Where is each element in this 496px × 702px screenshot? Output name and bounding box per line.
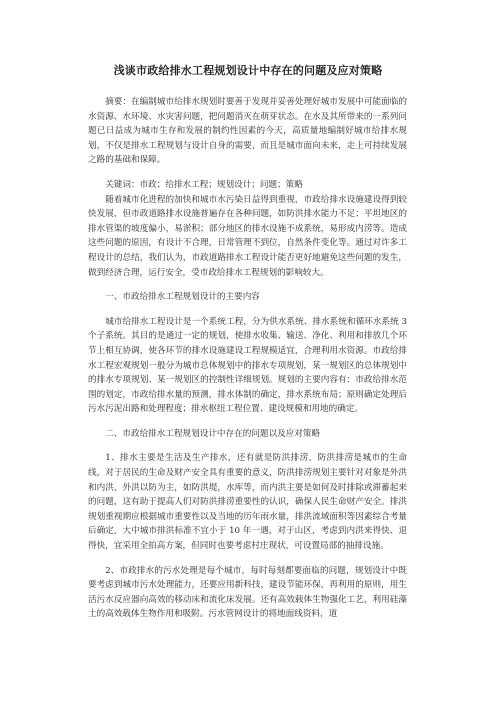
- spacer: [88, 168, 407, 178]
- section-2-heading: 二、市政给排水工程规划设计中存在的问题以及应对策略: [105, 428, 321, 439]
- intro-paragraph: 随着城市化进程的加快和城市水污染日益得到重视，市政给排水设施建设得到较快发展，但市政道路排水设施普遍存在各种问题，如防洪排水能力不足；平坦地区的排水管渠的坡度偏小，易淤积；部分地区的排水设施不成系统，易形成内涝等。造成这些问题的原因，有设计不合理，日常管理不到位，自然条件变化等。通过对许多工程设计的总结，我们认为，市政道路排水工程设计能否更好地避免这些问题的发生，做到经济合理，运行安全，受市政给排水工程规划的影响较大。: [88, 194, 407, 278]
- section-1-paragraph: 城市给排水工程设计是一个系统工程，分为供水系统、排水系统和循环水系统 3 个子系统。其目的是通过一定的规划，使排水收集、输送、净化、利用和排放几个环节上相互协调，使各环节的排水设施建设工程规模适宜，合理利用水资源。市政给排水工程宏观规划一般分为城市总体规划中的排水专项规划，某一规划区的总体规划中的排水专项规划、某一规划区的控制性详细规划。规划的主要内容有：市政给排水范围的划定，市政给排水量的预测，排水体制的确定，排水系统布局；原则确定处理后污水污泥出路和处理程度；排水枢纽工程位置、建设规模和用地的确定。: [88, 316, 407, 415]
- section-2-paragraph-1: 1、排水主要是生活及生产排水，还有就是防洪排涝，防洪排涝是城市的生命线，对于居民的生命及财产安全具有重要的意义，防洪排涝规划主要针对对象是外洪和内洪，外洪以防为主，如防洪堤，水库等，而内洪主要是如何及时排除或滞蓄起来的问题，这有助于提高人们对防洪排涝重要性的认识，确保人民生命财产安全。排洪规划重视期应根据城市重要性以及当地的历年雨水量，排洪流域面积等因素综合考量后确定，大中城市排洪标准不宜小于 10 年一遇，对于山区，考虑到内洪来得快、退得快，宜采用全拍高方案，但同时也要考虑村庄现状，可设置局部的抽排设施。: [88, 453, 407, 552]
- keywords-line: 关键词：市政；给排水工程；规划设计；问题；策略: [105, 179, 303, 190]
- spacer: [88, 280, 407, 290]
- document-title: 浅谈市政给排水工程规划设计中存在的问题及应对策略: [113, 64, 383, 77]
- spacer: [88, 554, 407, 564]
- section-1-heading: 一、市政给排水工程规划设计的主要内容: [105, 292, 260, 303]
- document-body: [88, 95, 407, 622]
- spacer: [88, 417, 407, 427]
- spacer: [88, 305, 407, 315]
- section-2-paragraph-2: 2、市政排水的污水处理是每个城市，每时每刻都要面临的问题，规划设计中既要考虑到城市污水处理能力，还要应用新科技，建设节能环保，再利用的原则，用生活污水反应器向高效的移动床和流化床发展。还有高效载体生物强化工艺，利用硅藻土的高效载体生物作用和吸附。污水管网设计的将地面线资料，道: [88, 565, 407, 620]
- abstract-paragraph: 摘要：在编制城市给排水规划时要善于发现并妥善处理好城市发展中可能面临的水资源、水环境、水灾害问题，把问题消灭在萌芽状态。在水及其所带来的一系列问题已日益成为城市生存和发展的制约性因素的今天，高质量地编制好城市给排水规划，不仅是排水工程规划与设计自身的需要，而且是城市面向未来，走上可持续发展之路的基础和保障。: [88, 97, 407, 166]
- spacer: [88, 441, 407, 451]
